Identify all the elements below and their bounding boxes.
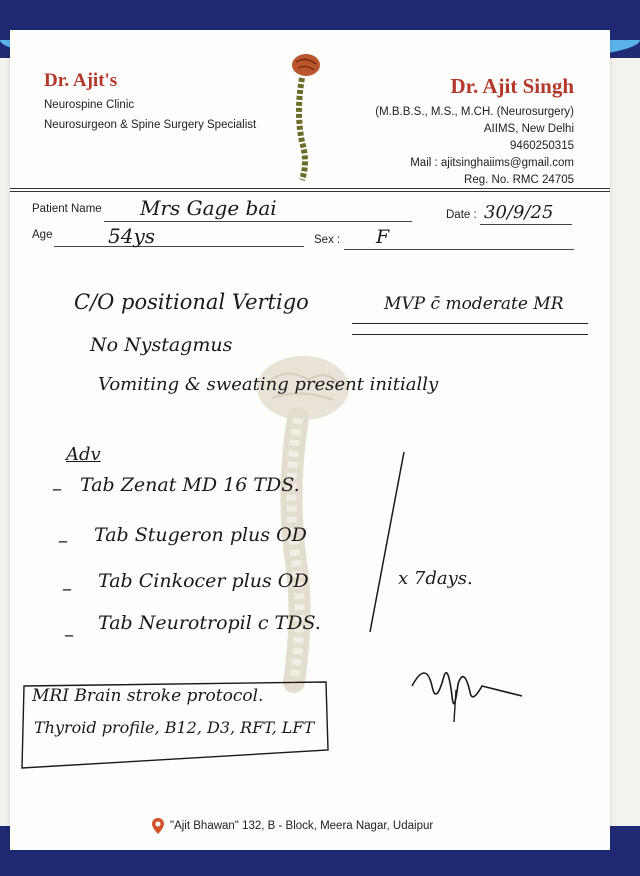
medication-3: Tab Cinkocer plus OD [98, 570, 309, 592]
doctor-mail: Mail : ajitsinghaiims@gmail.com [410, 157, 574, 169]
duration-note: x 7days. [398, 568, 473, 589]
date-line [480, 224, 572, 225]
complaint-line-3: Vomiting & sweating present initially [98, 374, 439, 395]
signature-mark [408, 656, 528, 726]
doctor-institute: AIIMS, New Delhi [483, 123, 574, 135]
side-note-underline-2 [352, 334, 588, 335]
header-rule [10, 188, 610, 189]
clinic-address: "Ajit Bhawan" 132, B - Block, Meera Nagar, Udaipur [170, 820, 434, 832]
test-2: Thyroid profile, B12, D3, RFT, LFT [34, 718, 315, 737]
doctor-phone: 9460250315 [510, 140, 574, 152]
doctor-reg-no: Reg. No. RMC 24705 [464, 174, 574, 186]
sex-label: Sex : [314, 234, 341, 246]
clinic-subtitle: Neurospine Clinic [44, 99, 135, 111]
age-line [54, 246, 304, 247]
bracket-line [364, 450, 410, 636]
med-dash-3: – [62, 576, 72, 600]
doctor-qualifications: (M.B.B.S., M.S., M.CH. (Neurosurgery) [375, 106, 574, 118]
date-label: Date : [446, 209, 477, 221]
med-dash-1: – [52, 476, 62, 500]
sex-line [344, 249, 574, 250]
patient-name-value: Mrs Gage bai [140, 196, 277, 220]
medication-1: Tab Zenat MD 16 TDS. [80, 474, 300, 496]
test-1: MRI Brain stroke protocol. [32, 686, 264, 706]
date-value: 30/9/25 [484, 202, 554, 223]
spine-logo-icon [286, 52, 326, 184]
patient-name-label: Patient Name [32, 203, 102, 215]
complaint-line-2: No Nystagmus [90, 334, 233, 356]
sex-value: F [376, 226, 390, 248]
clinic-name: Dr. Ajit's [44, 70, 118, 91]
med-dash-4: – [64, 622, 74, 646]
patient-name-line [104, 221, 412, 222]
med-dash-2: – [58, 528, 68, 552]
advice-label: Adv [66, 444, 101, 465]
side-note-underline [352, 323, 588, 324]
age-label: Age [32, 229, 53, 241]
medication-4: Tab Neurotropil c TDS. [98, 612, 321, 634]
side-note: MVP c̄ moderate MR [384, 294, 564, 314]
header-rule-2 [10, 191, 610, 192]
age-value: 54ys [108, 224, 156, 248]
complaint-line-1: C/O positional Vertigo [74, 290, 309, 314]
clinic-specialty: Neurosurgeon & Spine Surgery Specialist [44, 119, 257, 131]
medication-2: Tab Stugeron plus OD [94, 524, 307, 546]
doctor-name: Dr. Ajit Singh [450, 74, 574, 98]
location-pin-icon [152, 818, 164, 834]
